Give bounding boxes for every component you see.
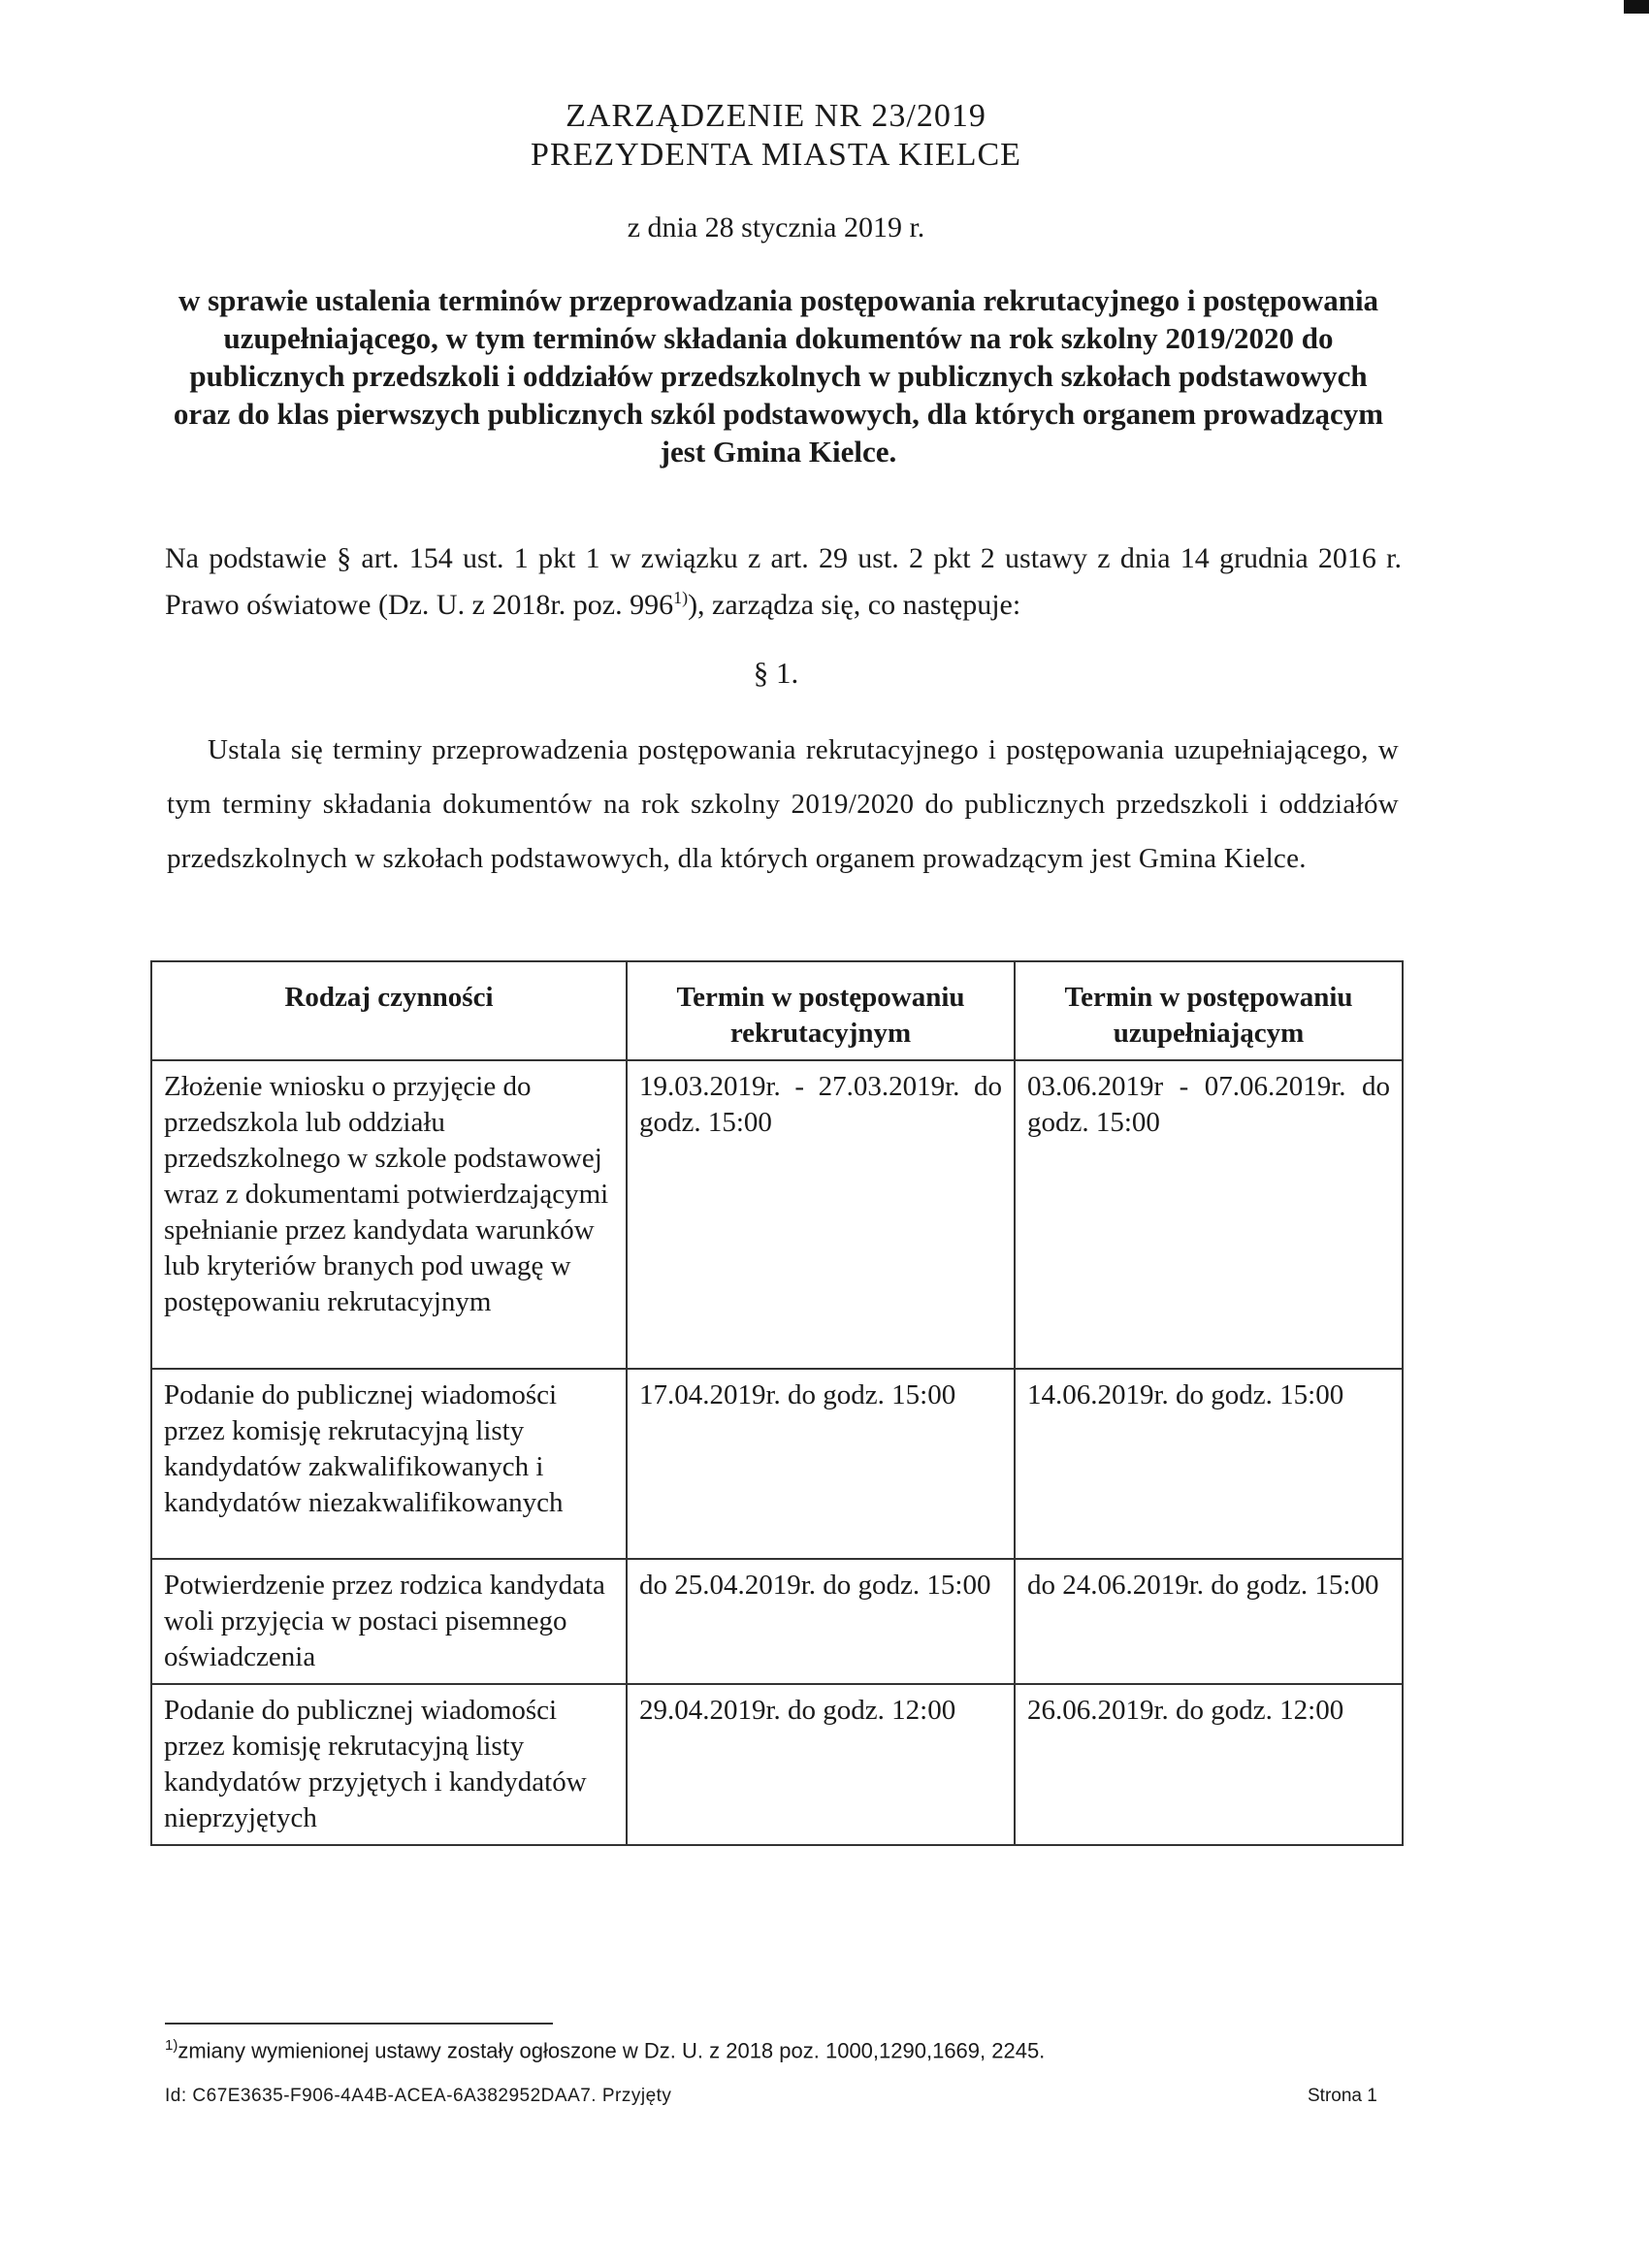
page-number: Strona 1 [1308,2086,1377,2106]
cell-activity: Podanie do publicznej wiadomości przez komisję rekrutacyjną listy kandydatów zakwalifikowanych i kandydatów niezakwalifikowanych [151,1369,627,1559]
legal-basis-text: Na podstawie § art. 154 ust. 1 pkt 1 w związku z art. 29 ust. 2 pkt 2 ustawy z dnia 14 grudnia 2016 r. Prawo oświatowe (Dz. U. z 2018r. poz. 996 [165,542,1402,621]
cell-recruitment: 17.04.2019r. do godz. 15:00 [627,1369,1015,1559]
section-paragraph-text: Ustala się terminy przeprowadzenia postępowania rekrutacyjnego i postępowania uzupełniającego, w tym terminy składania dokumentów na rok szkolny 2019/2020 do publicznych przedszkoli i oddziałów przedszkolnych w szkołach podstawowych, dla których organem prowadzącym jest Gmina Kielce. [167,734,1399,874]
header-activity: Rodzaj czynności [151,961,627,1060]
footnote-separator [165,2023,553,2025]
table-header-row [151,961,1403,1060]
document-id: Id: C67E3635-F906-4A4B-ACEA-6A382952DAA7. Przyjęty [165,2086,672,2106]
footnote-ref: 1) [673,588,689,607]
document-date: z dnia 28 stycznia 2019 r. [627,211,925,243]
document-subject: w sprawie ustalenia terminów przeprowadzania postępowania rekrutacyjnego i postępowania uzupełniającego, w tym terminów składania dokumentów na rok szkolny 2019/2020 do publicznych przedszkoli i oddziałów przedszkolnych w publicznych szkołach podstawowych oraz do klas pierwszych publicznych szkól podstawowych, dla których organem prowadzącym jest Gmina Kielce. [173,283,1384,469]
table-row [151,1060,1403,1369]
header-supplementary: Termin w postępowaniu uzupełniającym [1015,961,1403,1060]
cell-supplementary: do 24.06.2019r. do godz. 15:00 [1015,1559,1403,1684]
legal-basis-end: ), zarządza się, co następuje: [688,589,1021,621]
table-row [151,1559,1403,1684]
header-recruitment: Termin w postępowaniu rekrutacyjnym [627,961,1015,1060]
table-row [151,1684,1403,1845]
cell-recruitment: 29.04.2019r. do godz. 12:00 [627,1684,1015,1845]
schedule-table [150,960,1404,1846]
cell-recruitment: do 25.04.2019r. do godz. 15:00 [627,1559,1015,1684]
cell-supplementary: 26.06.2019r. do godz. 12:00 [1015,1684,1403,1845]
cell-activity: Złożenie wniosku o przyjęcie do przedszkola lub oddziału przedszkolnego w szkole podstawowej wraz z dokumentami potwierdzającymi spełnianie przez kandydata warunków lub kryteriów branych pod uwagę w postępowaniu rekrutacyjnym [151,1060,627,1369]
footnote-mark: 1) [165,2037,178,2054]
footnote [165,2037,1045,2063]
cell-supplementary: 14.06.2019r. do godz. 15:00 [1015,1369,1403,1559]
legal-basis [165,539,1402,625]
cell-supplementary: 03.06.2019r - 07.06.2019r. do godz. 15:00 [1015,1060,1403,1369]
footnote-text: zmiany wymienionej ustawy zostały ogłoszone w Dz. U. z 2018 poz. 1000,1290,1669, 2245. [178,2038,1046,2063]
scan-corner-mark [1624,0,1649,14]
cell-recruitment: 19.03.2019r. - 27.03.2019r. do godz. 15:00 [627,1060,1015,1369]
cell-activity: Potwierdzenie przez rodzica kandydata woli przyjęcia w postaci pisemnego oświadczenia [151,1559,627,1684]
cell-activity: Podanie do publicznej wiadomości przez komisję rekrutacyjną listy kandydatów przyjętych i kandydatów nieprzyjętych [151,1684,627,1845]
table-row [151,1369,1403,1559]
document-issuer: PREZYDENTA MIASTA KIELCE [531,137,1021,173]
section-paragraph [167,723,1399,886]
section-mark: § 1. [753,656,799,690]
document-title: ZARZĄDZENIE NR 23/2019 [566,98,986,134]
